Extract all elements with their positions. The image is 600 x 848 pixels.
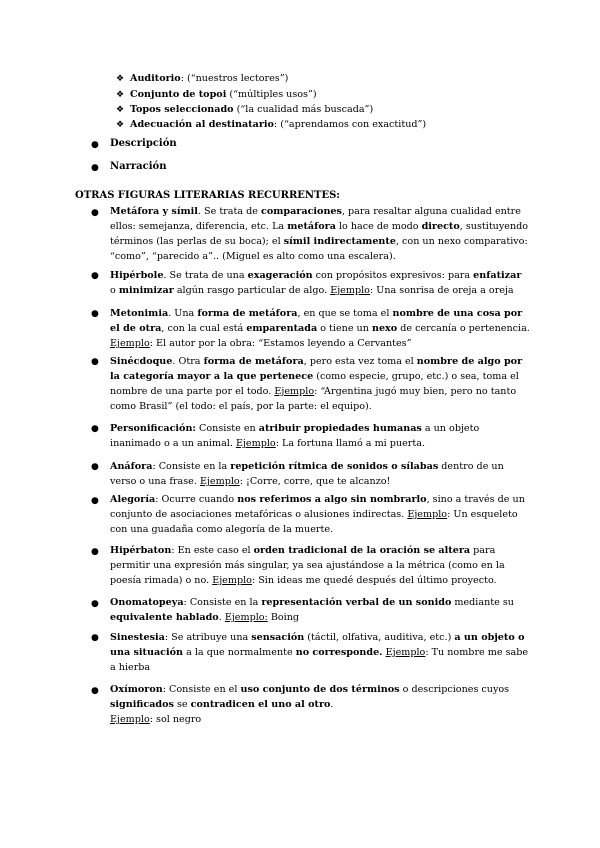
bullet-icon: ● <box>91 208 99 218</box>
example-label: Ejemplo <box>385 647 426 658</box>
text-run: , en que se toma el <box>297 308 393 319</box>
text-run: : La fortuna llamó a mi puerta. <box>275 438 425 449</box>
text-run: , sino a través de un conjunto de asociaciones metafóricas o alusiones indirectas. <box>110 494 525 520</box>
term-bold: forma de metáfora <box>197 308 298 319</box>
subitem-topos: ❖ Topos seleccionado (“la cualidad más buscada”) <box>130 102 373 118</box>
figure-sinestesia <box>110 630 530 675</box>
bullet-icon: ● <box>91 140 99 150</box>
section-heading: OTRAS FIGURAS LITERARIAS RECURRENTES: <box>75 190 340 201</box>
text-run: . Otra <box>172 356 204 367</box>
bullet-icon: ● <box>91 547 99 557</box>
subitem-topoi: ❖ Conjunto de topoi (“múltiples usos”) <box>130 87 317 103</box>
term-bold: Hipérbole <box>110 270 164 281</box>
term-bold: Anáfora <box>110 461 153 472</box>
term-bold: significados <box>110 699 174 710</box>
text-run: , para resaltar alguna cualidad entre ellos: semejanza, diferencia, etc. La <box>110 206 521 232</box>
term-bold: directo <box>421 221 460 232</box>
term-bold: Metáfora y símil <box>110 206 198 217</box>
term-bold: representación verbal de un sonido <box>261 597 452 608</box>
figure-oximoron <box>110 682 530 727</box>
term-bold: Personificación: <box>110 423 196 434</box>
example-label: Ejemplo <box>110 338 150 349</box>
example-label: Ejemplo <box>199 476 240 487</box>
bullet-icon: ● <box>91 462 99 472</box>
text-run: : Tu nombre me sabe a hierba <box>110 647 529 673</box>
text-run: . Se trata de una <box>163 270 248 281</box>
figure-personificacion <box>110 421 530 451</box>
text-run: , pero esta vez toma el <box>303 356 417 367</box>
text-run: : El autor por la obra: “Estamos leyendo a Cervantes” <box>149 338 412 349</box>
bullet-icon: ● <box>91 599 99 609</box>
text-run: o <box>110 285 119 296</box>
text-run: : sol negro <box>149 714 202 725</box>
text-run: : Consiste en la <box>183 597 262 608</box>
example-label: Ejemplo: <box>224 612 268 623</box>
term-bold: Oxímoron <box>110 684 163 695</box>
text-run: mediante su <box>451 597 514 608</box>
text-run: , sustituyendo términos (las perlas de su boca); el <box>110 221 529 247</box>
term-bold: no corresponde. <box>295 647 383 658</box>
term-bold: metáfora <box>287 221 336 232</box>
text-run: , con la cual está <box>161 323 247 334</box>
term-bold: emparentada <box>246 323 318 334</box>
diamond-bullet-icon: ❖ <box>116 120 125 130</box>
diamond-bullet-icon: ❖ <box>116 105 125 115</box>
text-run: . Una <box>168 308 198 319</box>
text-run: . <box>218 612 225 623</box>
figure-alegoria <box>110 492 530 537</box>
example-label: Ejemplo <box>407 509 448 520</box>
figure-onomatopeya <box>110 595 530 625</box>
term-bold: uso conjunto de dos términos <box>240 684 400 695</box>
text-run: : Ocurre cuando <box>155 494 238 505</box>
text-run: : Consiste en la <box>152 461 231 472</box>
text-run: : Se atribuye una <box>164 632 252 643</box>
term-bold: Sinestesia <box>110 632 165 643</box>
text-run: . Se trata de <box>197 206 261 217</box>
item-descripcion: Descripción <box>110 138 177 149</box>
term-bold: orden tradicional de la oración se altera <box>253 545 471 556</box>
term-bold: Hipérbaton <box>110 545 172 556</box>
term-bold: repetición rítmica de sonidos o sílabas <box>230 461 439 472</box>
diamond-bullet-icon: ❖ <box>116 74 125 84</box>
figure-anafora <box>110 459 530 489</box>
text-run: de cercanía o pertenencia. <box>397 323 530 334</box>
text-run: : Sin ideas me quedé después del último proyecto. <box>251 575 497 586</box>
bullet-icon: ● <box>91 686 99 696</box>
text-run: o descripciones cuyos <box>399 684 510 695</box>
example-label: Ejemplo <box>110 714 150 725</box>
figure-hiperbaton <box>110 543 530 588</box>
term-bold: Alegoría <box>110 494 156 505</box>
text-run: (táctil, olfativa, auditiva, etc.) <box>304 632 455 643</box>
text-run: o tiene un <box>317 323 372 334</box>
text-run: . <box>330 699 334 710</box>
term-bold: sensación <box>251 632 305 643</box>
term-bold: nombre de algo por la categoría mayor a la que pertenece <box>110 356 523 382</box>
term-bold: nos referimos a algo sin nombrarlo <box>237 494 427 505</box>
example-label: Ejemplo <box>330 285 370 296</box>
diamond-bullet-icon: ❖ <box>116 90 125 100</box>
text-run: lo hace de modo <box>335 221 422 232</box>
term-bold: Sinécdoque <box>110 356 173 367</box>
text-run: : ¡Corre, corre, que te alcanzo! <box>239 476 391 487</box>
example-label: Ejemplo <box>212 575 252 586</box>
term-bold: exageración <box>247 270 313 281</box>
text-run: (como especie, grupo, etc.) o sea, toma el nombre de una parte por el todo. <box>110 371 519 397</box>
bullet-icon: ● <box>91 496 99 506</box>
item-narracion: Narración <box>110 161 167 172</box>
text-run: algún rasgo particular de algo. <box>173 285 331 296</box>
text-run: para permitir una expresión más singular, ya sea ajustándose a la métrica (como en la poesía rimada) o no. <box>110 545 505 586</box>
text-run: con propósitos expresivos: para <box>312 270 474 281</box>
text-run: , con un nexo comparativo: “como”, “parecido a”.. (Miguel es alto como una escalera). <box>110 236 528 262</box>
text-run: : Una sonrisa de oreja a oreja <box>369 285 514 296</box>
text-run: se <box>173 699 191 710</box>
bullet-icon: ● <box>91 271 99 281</box>
term-bold: forma de metáfora <box>203 356 304 367</box>
term-bold: equivalente hablado <box>110 612 219 623</box>
text-run: : Consiste en el <box>162 684 241 695</box>
term-bold: atribuir propiedades humanas <box>258 423 422 434</box>
figure-metafora <box>110 204 530 264</box>
text-run: dentro de un verso o una frase. <box>110 461 504 487</box>
text-run: a la que normalmente <box>183 647 296 658</box>
term-bold: enfatizar <box>473 270 522 281</box>
text-run: : En este caso el <box>171 545 254 556</box>
term-bold: símil indirectamente <box>283 236 396 247</box>
subitem-auditorio: ❖ Auditorio: (“nuestros lectores”) <box>130 71 288 87</box>
text-run: Boing <box>267 612 300 623</box>
figure-sinecdoque <box>110 354 530 414</box>
subitem-adecuacion: ❖ Adecuación al destinatario: (“aprendamos con exactitud”) <box>130 117 426 133</box>
bullet-icon: ● <box>91 163 99 173</box>
bullet-icon: ● <box>91 309 99 319</box>
bullet-icon: ● <box>91 633 99 643</box>
term-bold: comparaciones <box>260 206 342 217</box>
term-bold: minimizar <box>118 285 174 296</box>
term-bold: nombre de una cosa por el de otra <box>110 308 523 334</box>
bullet-icon: ● <box>91 424 99 434</box>
example-label: Ejemplo <box>274 386 315 397</box>
term-bold: a un objeto o una situación <box>110 632 525 658</box>
text-run: : Un esqueleto con una guadaña como alegoría de la muerte. <box>110 509 518 535</box>
example-label: Ejemplo <box>235 438 276 449</box>
text-run: a un objeto inanimado o a un animal. <box>110 423 480 449</box>
term-bold: Onomatopeya <box>110 597 184 608</box>
text-run: : “Argentina jugó muy bien, pero no tanto como Brasil” (el todo: el país, por la parte: el equipo). <box>110 386 517 412</box>
text-run: Consiste en <box>195 423 259 434</box>
figure-metonimia <box>110 306 530 351</box>
term-bold: contradicen el uno al otro <box>190 699 331 710</box>
term-bold: nexo <box>371 323 398 334</box>
figure-hiperbole <box>110 268 530 298</box>
term-bold: Metonimia <box>110 308 169 319</box>
bullet-icon: ● <box>91 357 99 367</box>
